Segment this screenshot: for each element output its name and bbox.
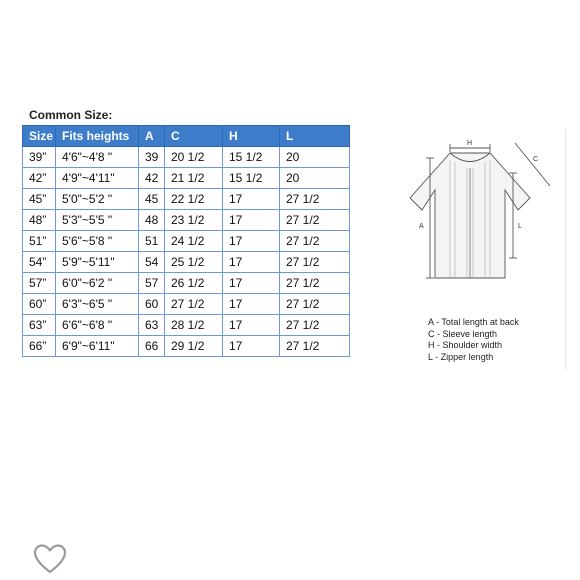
cell-a: 60	[139, 294, 165, 315]
cell-fits-heights: 6'3"~6'5 "	[56, 294, 139, 315]
cell-h: 17	[223, 189, 280, 210]
cell-size: 54”	[23, 252, 56, 273]
table-body	[23, 147, 350, 357]
cell-c: 22 1/2	[165, 189, 223, 210]
cell-size: 51”	[23, 231, 56, 252]
cell-l: 27 1/2	[280, 294, 350, 315]
table-header-row	[23, 126, 350, 147]
cell-c: 25 1/2	[165, 252, 223, 273]
size-chart-title: Common Size:	[29, 108, 113, 122]
cell-a: 66	[139, 336, 165, 357]
cell-fits-heights: 6'9"~6'11"	[56, 336, 139, 357]
legend-item: C - Sleeve length	[428, 328, 498, 339]
table-row	[23, 273, 350, 294]
table-row	[23, 252, 350, 273]
cell-size: 57”	[23, 273, 56, 294]
cell-size: 63”	[23, 315, 56, 336]
cell-c: 29 1/2	[165, 336, 223, 357]
cell-l: 27 1/2	[280, 189, 350, 210]
table-row	[23, 231, 350, 252]
cell-size: 48”	[23, 210, 56, 231]
cell-h: 17	[223, 273, 280, 294]
table-row	[23, 189, 350, 210]
cell-fits-heights: 4'9"~4'11"	[56, 168, 139, 189]
header-h: H	[223, 126, 280, 147]
cell-a: 54	[139, 252, 165, 273]
cell-fits-heights: 5'0"~5'2 "	[56, 189, 139, 210]
cell-fits-heights: 6'6"~6'8 "	[56, 315, 139, 336]
heart-outline-icon	[33, 543, 67, 575]
header-a: A	[139, 126, 165, 147]
cell-size: 60”	[23, 294, 56, 315]
label-a: A	[419, 223, 424, 230]
table-row	[23, 336, 350, 357]
table-row	[23, 210, 350, 231]
cell-c: 28 1/2	[165, 315, 223, 336]
table-row	[23, 315, 350, 336]
legend-item: L - Zipper length	[428, 351, 494, 362]
header-fits-heights: Fits heights	[56, 126, 139, 147]
cell-h: 17	[223, 210, 280, 231]
cell-h: 15 1/2	[223, 168, 280, 189]
label-l: L	[518, 223, 522, 230]
cell-size: 39”	[23, 147, 56, 168]
divider	[565, 130, 566, 370]
cell-a: 39	[139, 147, 165, 168]
cell-l: 27 1/2	[280, 315, 350, 336]
cell-h: 17	[223, 294, 280, 315]
legend-item: A - Total length at back	[428, 317, 519, 327]
header-l: L	[280, 126, 350, 147]
cell-fits-heights: 5'9"~5'11"	[56, 252, 139, 273]
cell-l: 20	[280, 147, 350, 168]
cell-size: 66”	[23, 336, 56, 357]
cell-c: 23 1/2	[165, 210, 223, 231]
cell-c: 26 1/2	[165, 273, 223, 294]
header-size: Size	[23, 126, 56, 147]
gown-diagram	[405, 128, 570, 288]
cell-size: 42”	[23, 168, 56, 189]
cell-h: 15 1/2	[223, 147, 280, 168]
cell-c: 27 1/2	[165, 294, 223, 315]
table-row	[23, 147, 350, 168]
legend-item: H - Shoulder width	[428, 340, 503, 350]
cell-h: 17	[223, 315, 280, 336]
label-c: C	[533, 156, 539, 163]
cell-a: 51	[139, 231, 165, 252]
cell-c: 20 1/2	[165, 147, 223, 168]
table-row	[23, 168, 350, 189]
cell-c: 24 1/2	[165, 231, 223, 252]
cell-fits-heights: 6'0"~6'2 "	[56, 273, 139, 294]
cell-l: 27 1/2	[280, 336, 350, 357]
cell-a: 48	[139, 210, 165, 231]
cell-h: 17	[223, 252, 280, 273]
cell-a: 63	[139, 315, 165, 336]
cell-size: 45”	[23, 189, 56, 210]
cell-l: 20	[280, 168, 350, 189]
cell-h: 17	[223, 231, 280, 252]
cell-fits-heights: 5'6"~5'8 "	[56, 231, 139, 252]
cell-a: 42	[139, 168, 165, 189]
label-h: H	[467, 140, 473, 147]
cell-h: 17	[223, 336, 280, 357]
table-row	[23, 294, 350, 315]
cell-a: 45	[139, 189, 165, 210]
cell-l: 27 1/2	[280, 252, 350, 273]
size-chart-table	[22, 125, 350, 357]
cell-fits-heights: 4'6"~4'8 "	[56, 147, 139, 168]
cell-c: 21 1/2	[165, 168, 223, 189]
cell-a: 57	[139, 273, 165, 294]
cell-l: 27 1/2	[280, 273, 350, 294]
header-c: C	[165, 126, 223, 147]
cell-l: 27 1/2	[280, 231, 350, 252]
cell-l: 27 1/2	[280, 210, 350, 231]
cell-fits-heights: 5'3"~5'5 "	[56, 210, 139, 231]
favorite-button[interactable]	[33, 543, 67, 575]
diagram-legend	[428, 317, 519, 363]
